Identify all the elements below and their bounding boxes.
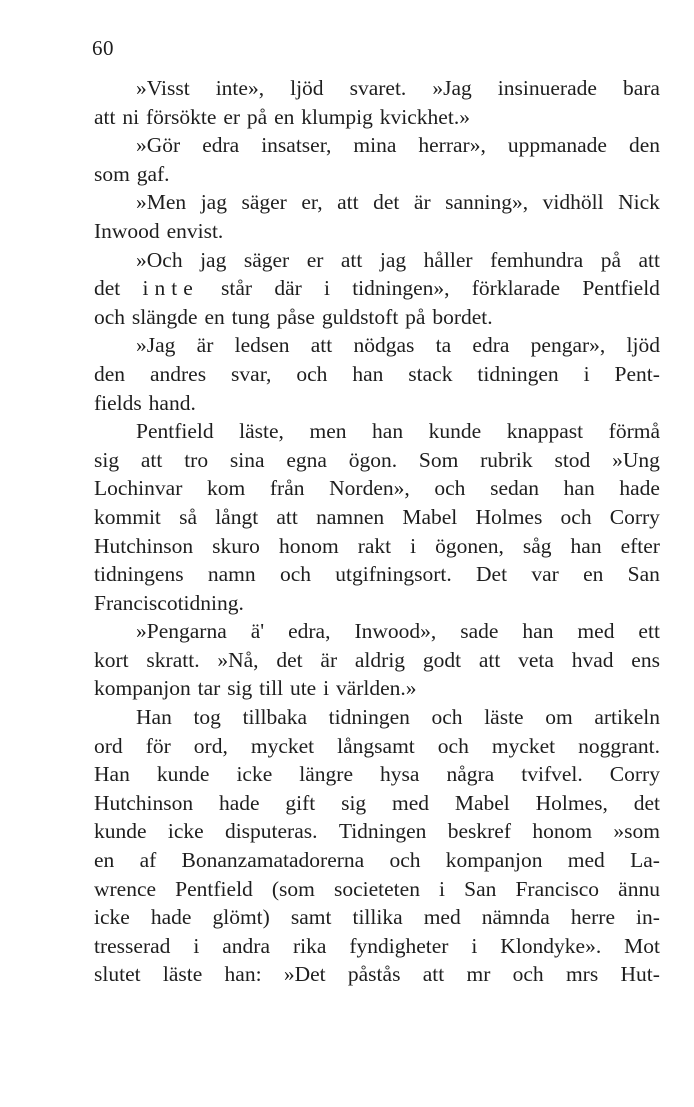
word: bordet.: [432, 304, 493, 329]
word: La-: [630, 848, 660, 873]
word: att: [337, 190, 359, 215]
word: icke: [167, 819, 204, 844]
text-line: [94, 903, 660, 932]
word: att: [638, 247, 660, 272]
word: på: [600, 247, 621, 272]
word: godt: [422, 647, 462, 672]
word: och: [434, 476, 466, 501]
word: utgifningsort.: [335, 562, 452, 587]
word: mr: [466, 962, 491, 987]
text-line: [94, 160, 660, 189]
word: påse: [276, 304, 315, 329]
text-line: [94, 617, 660, 646]
word: tar: [197, 676, 221, 701]
word: med: [577, 619, 615, 644]
word: Han: [94, 762, 130, 787]
word: stack: [408, 361, 453, 386]
word: står: [221, 276, 253, 301]
text-line: [94, 760, 660, 789]
word: med: [423, 905, 461, 930]
word: tro: [184, 447, 209, 472]
word: San: [464, 876, 497, 901]
word: fyndigheter: [349, 933, 449, 958]
word: är: [413, 190, 431, 215]
word: Pentfield: [582, 276, 660, 301]
word: in-: [636, 905, 660, 930]
text-line: [94, 875, 660, 904]
word: Bonanzamatadorerna: [181, 848, 365, 873]
word: icke: [94, 905, 130, 930]
word: Norden»,: [329, 476, 410, 501]
word: där: [274, 276, 302, 301]
text-line: [94, 74, 660, 103]
word: tung: [231, 304, 270, 329]
word: och: [560, 504, 592, 529]
word: stod: [554, 447, 591, 472]
word: Det: [476, 562, 508, 587]
word: inte»,: [215, 76, 265, 100]
word: säger: [241, 190, 287, 215]
word: disputeras.: [224, 819, 318, 844]
word: klumpig: [301, 104, 373, 129]
word: egna: [286, 447, 327, 472]
word: tidningen: [477, 361, 559, 386]
word: tillika: [352, 905, 403, 930]
word: en: [94, 848, 115, 873]
word: Pent-: [614, 361, 660, 386]
text-line: [94, 589, 660, 618]
word: och: [389, 848, 421, 873]
word: långt: [215, 504, 259, 529]
word: rubrik: [480, 447, 533, 472]
word: Corry: [609, 504, 660, 529]
word: läste,: [239, 419, 284, 444]
word: förklarade: [471, 276, 561, 301]
word: mrs: [565, 962, 599, 987]
word: veta: [518, 647, 554, 672]
word: den: [628, 133, 660, 158]
word: läste: [484, 705, 524, 730]
word: knappast: [506, 419, 584, 444]
word: längre: [299, 762, 353, 787]
word: nämnda: [481, 905, 550, 930]
word: skratt.: [146, 647, 200, 672]
text-line: [94, 732, 660, 761]
word: i: [193, 933, 200, 958]
word: ord,: [193, 733, 228, 758]
word: sig: [341, 790, 367, 815]
word: Nick: [618, 190, 660, 215]
word: af: [139, 848, 157, 873]
word: sig: [94, 447, 120, 472]
text-line: [94, 674, 660, 703]
word: nödgas: [353, 333, 415, 358]
word: kunde: [156, 762, 210, 787]
word: ögonen,: [435, 533, 504, 558]
word: Hutchinson: [94, 533, 194, 558]
word: tidningen»,: [352, 276, 450, 301]
word: Han: [136, 705, 172, 730]
word: hysa: [380, 762, 420, 787]
word: efter: [620, 533, 660, 558]
word: ute: [289, 676, 317, 701]
word: svaret.: [349, 76, 407, 100]
word: och: [279, 562, 311, 587]
word: kompanjon: [445, 848, 543, 873]
word: han:: [224, 962, 262, 987]
word: ännu: [618, 876, 660, 901]
word: bara: [622, 76, 660, 100]
text-line: [94, 331, 660, 360]
word: er,: [301, 190, 323, 215]
word: ens: [631, 647, 660, 672]
word: mycket: [250, 733, 315, 758]
word: försökte: [145, 104, 217, 129]
word: sanning»,: [445, 190, 529, 215]
word: i: [583, 361, 590, 386]
word: herrar»,: [418, 133, 486, 158]
word: långsamt: [337, 733, 415, 758]
word: honom: [278, 533, 339, 558]
word: hade: [619, 476, 660, 501]
word: Holmes: [475, 504, 543, 529]
word: »Ung: [612, 447, 660, 472]
word: hade: [218, 790, 260, 815]
word: femhundra: [490, 247, 584, 272]
text-line: [94, 246, 660, 275]
word: sedan: [490, 476, 540, 501]
word: med: [567, 848, 605, 873]
word: Mabel: [402, 504, 458, 529]
word: »Pengarna: [136, 619, 227, 644]
word: att: [310, 333, 333, 358]
word: Lochinvar: [94, 476, 183, 501]
word: vidhöll: [542, 190, 604, 215]
word: andra: [222, 933, 271, 958]
word: pengar»,: [530, 333, 606, 358]
word: ni: [122, 104, 140, 129]
text-line: [94, 789, 660, 818]
text-line: [94, 360, 660, 389]
word: rakt: [357, 533, 392, 558]
word: tvifvel.: [521, 762, 583, 787]
word: med: [392, 790, 430, 815]
word: Hut-: [620, 962, 660, 987]
word: ögon.: [348, 447, 398, 472]
word: ljöd: [290, 76, 324, 100]
word: han: [522, 619, 554, 644]
word: Mabel: [454, 790, 510, 815]
word: beskref: [447, 819, 512, 844]
word: Inwood: [94, 218, 160, 243]
word: det: [276, 647, 303, 672]
word: wrence: [94, 876, 157, 901]
word: uppmanade: [507, 133, 607, 158]
text-line: [94, 131, 660, 160]
word: »Och: [136, 247, 183, 272]
word: er: [306, 247, 324, 272]
text-line: [94, 646, 660, 675]
word: en: [274, 104, 295, 129]
word: om: [545, 705, 573, 730]
word: gaf.: [136, 161, 170, 186]
word: »Men: [136, 190, 187, 215]
word: ta: [435, 333, 452, 358]
word: kompanjon: [94, 676, 191, 701]
word: det: [633, 790, 660, 815]
word: att: [276, 504, 298, 529]
word: edra: [202, 133, 240, 158]
word: »som: [613, 819, 660, 844]
word: gift: [285, 790, 316, 815]
word: och: [437, 733, 469, 758]
word: envist.: [166, 218, 224, 243]
word: att: [140, 447, 163, 472]
word: noggrant.: [578, 733, 660, 758]
word: societeten: [333, 876, 420, 901]
word: »Gör: [136, 133, 181, 158]
page-number: 60: [92, 36, 114, 60]
word: han: [563, 476, 595, 501]
word: Pentfield: [136, 419, 214, 444]
word: kommit: [94, 504, 161, 529]
word: edra: [472, 333, 510, 358]
word: tog: [193, 705, 221, 730]
text-line: [94, 103, 660, 132]
word: såg: [522, 533, 552, 558]
text-line: [94, 560, 660, 589]
text-line: [94, 217, 660, 246]
word: ledsen: [234, 333, 290, 358]
word: att: [478, 647, 501, 672]
word: den: [94, 361, 126, 386]
word: håller: [423, 247, 473, 272]
text-line: [94, 703, 660, 732]
text-line: [94, 389, 660, 418]
word: var: [531, 562, 559, 587]
word: er: [223, 104, 241, 129]
text-line: [94, 474, 660, 503]
word: svar,: [231, 361, 272, 386]
word: ljöd: [626, 333, 660, 358]
word: tillbaka: [242, 705, 308, 730]
text-line: [94, 532, 660, 561]
word: sig: [227, 676, 253, 701]
word: på: [246, 104, 268, 129]
word: han: [372, 419, 404, 444]
word: sina: [229, 447, 265, 472]
word: några: [446, 762, 495, 787]
word: namn: [207, 562, 256, 587]
word: kunde: [94, 819, 147, 844]
text-line: [94, 846, 660, 875]
word: guldstoft: [321, 304, 399, 329]
word: att: [94, 104, 116, 129]
word: det: [94, 276, 121, 301]
word: läste: [162, 962, 203, 987]
word: påstås: [347, 962, 401, 987]
word: hade: [150, 905, 192, 930]
word: förmå: [608, 419, 660, 444]
word: i: [323, 676, 330, 701]
word: och: [296, 361, 328, 386]
word: Klondyke».: [500, 933, 602, 958]
word: honom: [532, 819, 593, 844]
word: andres: [149, 361, 207, 386]
word: det: [373, 190, 400, 215]
word: Pentfield: [175, 876, 253, 901]
word: han: [352, 361, 384, 386]
word: ord: [94, 733, 123, 758]
text-line: [94, 446, 660, 475]
word: tresserad: [94, 933, 171, 958]
word: insinuerade: [497, 76, 597, 100]
text-line: [94, 960, 660, 989]
word: till: [259, 676, 284, 701]
word: »Det: [283, 962, 326, 987]
word: samt: [290, 905, 332, 930]
word: så: [179, 504, 198, 529]
word: (som: [271, 876, 315, 901]
word: hand.: [148, 390, 196, 415]
word: Inwood»,: [354, 619, 437, 644]
word: »Nå,: [217, 647, 259, 672]
word: edra,: [288, 619, 331, 644]
word: en: [204, 304, 225, 329]
word: Francisco: [515, 876, 600, 901]
word: »Visst: [136, 76, 190, 100]
word: Tidningen: [338, 819, 427, 844]
word: Franciscotidning.: [94, 590, 244, 615]
word: är: [320, 647, 338, 672]
word: »Jag: [136, 333, 176, 358]
word: tidningen: [328, 705, 410, 730]
word: som: [94, 161, 130, 186]
word: kvickhet.»: [379, 104, 470, 129]
word: i: [410, 533, 417, 558]
word: slutet: [94, 962, 141, 987]
word: hvad: [571, 647, 614, 672]
word: kunde: [428, 419, 482, 444]
word: i: [439, 876, 446, 901]
word: Hutchinson: [94, 790, 194, 815]
text-line: [94, 503, 660, 532]
body-text: [94, 74, 660, 989]
word: herre: [570, 905, 615, 930]
word: ett: [638, 619, 660, 644]
word: »Jag: [432, 76, 472, 100]
word: mycket: [491, 733, 556, 758]
word: och: [94, 304, 126, 329]
word: mina: [353, 133, 397, 158]
word: Holmes,: [535, 790, 608, 815]
word: ä': [250, 619, 265, 644]
word: säger: [243, 247, 290, 272]
word: Corry: [609, 762, 660, 787]
text-line: [94, 274, 660, 303]
text-line: [94, 932, 660, 961]
word: artikeln: [594, 705, 660, 730]
word: men: [309, 419, 347, 444]
text-line: [94, 417, 660, 446]
word: att: [422, 962, 445, 987]
word: han: [570, 533, 602, 558]
word: sade: [460, 619, 499, 644]
word: insatser,: [261, 133, 332, 158]
word: att: [340, 247, 363, 272]
word: aldrig: [354, 647, 406, 672]
word: från: [269, 476, 305, 501]
word: slängde: [131, 304, 198, 329]
text-line: [94, 188, 660, 217]
word: för: [145, 733, 171, 758]
text-line: [94, 303, 660, 332]
word: och: [431, 705, 463, 730]
word: kom: [207, 476, 246, 501]
word: San: [627, 562, 660, 587]
word: på: [405, 304, 426, 329]
word: icke: [236, 762, 273, 787]
word: jag: [200, 247, 227, 272]
word: i: [323, 276, 330, 301]
word: glömt): [212, 905, 270, 930]
word: rika: [292, 933, 327, 958]
word: och: [512, 962, 544, 987]
word: är: [196, 333, 214, 358]
word: kort: [94, 647, 129, 672]
word: namnen: [316, 504, 385, 529]
word: i: [471, 933, 478, 958]
word: tidningens: [94, 562, 184, 587]
text-line: [94, 817, 660, 846]
word: världen.»: [335, 676, 417, 701]
word: en: [583, 562, 604, 587]
word: fields: [94, 390, 142, 415]
word: inte: [142, 276, 199, 301]
word: skuro: [212, 533, 260, 558]
word: Mot: [624, 933, 660, 958]
word: jag: [379, 247, 407, 272]
word: jag: [200, 190, 227, 215]
word: Som: [418, 447, 459, 472]
